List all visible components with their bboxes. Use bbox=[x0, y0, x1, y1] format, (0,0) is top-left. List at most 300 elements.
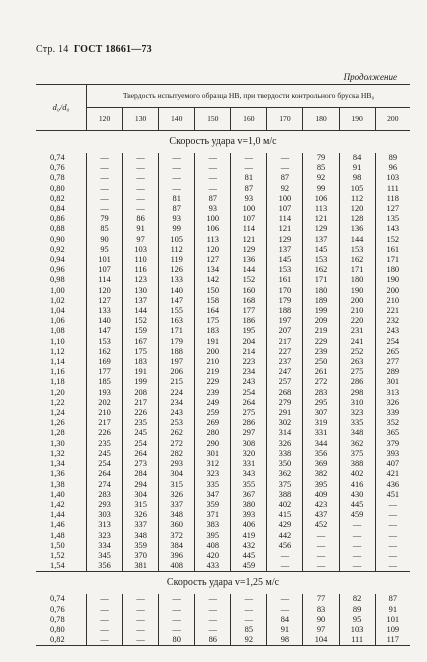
value-cell: — bbox=[87, 163, 123, 173]
value-cell: — bbox=[123, 163, 159, 173]
value-cell: 272 bbox=[159, 439, 195, 449]
value-cell: 419 bbox=[231, 531, 267, 541]
ratio-cell: 1,54 bbox=[36, 561, 87, 572]
value-cell: 191 bbox=[195, 337, 231, 347]
value-cell: 199 bbox=[303, 306, 339, 316]
value-cell: 359 bbox=[123, 541, 159, 551]
value-cell: 421 bbox=[375, 469, 410, 479]
value-cell: 221 bbox=[375, 306, 410, 316]
value-cell: 280 bbox=[195, 428, 231, 438]
value-cell: 127 bbox=[195, 255, 231, 265]
value-cell: 219 bbox=[195, 367, 231, 377]
table-row bbox=[36, 490, 410, 500]
value-cell: 183 bbox=[123, 357, 159, 367]
value-cell: 383 bbox=[195, 520, 231, 530]
table-row bbox=[36, 408, 410, 418]
table-head bbox=[36, 85, 410, 131]
value-cell: 320 bbox=[231, 449, 267, 459]
value-cell: 147 bbox=[159, 296, 195, 306]
value-cell: 80 bbox=[159, 635, 195, 646]
table-row bbox=[36, 245, 410, 255]
value-cell: 304 bbox=[123, 490, 159, 500]
value-cell: 243 bbox=[159, 408, 195, 418]
value-cell: 254 bbox=[87, 459, 123, 469]
value-cell: — bbox=[339, 551, 375, 561]
value-cell: 362 bbox=[267, 469, 303, 479]
table-row bbox=[36, 275, 410, 285]
value-cell: 243 bbox=[231, 377, 267, 387]
value-cell: 130 bbox=[123, 286, 159, 296]
table-row bbox=[36, 224, 410, 234]
value-cell: 197 bbox=[159, 357, 195, 367]
value-cell: 171 bbox=[159, 326, 195, 336]
value-cell: 208 bbox=[123, 388, 159, 398]
value-cell: 98 bbox=[267, 635, 303, 646]
value-cell: 408 bbox=[159, 561, 195, 572]
ratio-cell: 0,80 bbox=[50, 183, 65, 193]
value-cell: 87 bbox=[375, 594, 410, 604]
value-cell: 235 bbox=[87, 439, 123, 449]
ratio-cell: 1,02 bbox=[50, 295, 65, 305]
value-cell: 128 bbox=[339, 214, 375, 224]
value-cell: 262 bbox=[159, 428, 195, 438]
table-row bbox=[36, 377, 410, 387]
ratio-cell: 0,84 bbox=[50, 204, 65, 214]
value-cell: 226 bbox=[87, 428, 123, 438]
value-cell: 375 bbox=[267, 480, 303, 490]
table-row bbox=[36, 459, 410, 469]
value-cell: 107 bbox=[267, 204, 303, 214]
value-cell: 264 bbox=[87, 469, 123, 479]
value-cell: 423 bbox=[303, 500, 339, 510]
value-cell: 105 bbox=[159, 235, 195, 245]
value-cell: — bbox=[159, 615, 195, 625]
value-cell: 206 bbox=[159, 367, 195, 377]
value-cell: — bbox=[195, 615, 231, 625]
value-cell: — bbox=[195, 594, 231, 604]
value-cell: 152 bbox=[231, 275, 267, 285]
value-cell: 140 bbox=[159, 286, 195, 296]
ratio-cell: 1,52 bbox=[50, 550, 65, 560]
value-cell: 214 bbox=[231, 347, 267, 357]
table-row bbox=[36, 449, 410, 459]
value-cell: 396 bbox=[159, 551, 195, 561]
value-cell: 269 bbox=[195, 418, 231, 428]
value-cell: 91 bbox=[123, 224, 159, 234]
ratio-cell: 0,74 bbox=[50, 153, 65, 162]
value-cell: 123 bbox=[123, 275, 159, 285]
table-row bbox=[36, 398, 410, 408]
value-cell: 111 bbox=[375, 184, 410, 194]
value-cell: — bbox=[195, 605, 231, 615]
value-cell: — bbox=[87, 204, 123, 214]
ratio-cell: 0,90 bbox=[50, 234, 65, 244]
value-cell: 114 bbox=[87, 275, 123, 285]
value-cell: 307 bbox=[303, 408, 339, 418]
value-cell: 452 bbox=[303, 520, 339, 530]
table-row bbox=[36, 615, 410, 625]
value-cell: 202 bbox=[87, 398, 123, 408]
value-cell: 223 bbox=[231, 357, 267, 367]
value-cell: 171 bbox=[339, 265, 375, 275]
value-cell: 200 bbox=[375, 286, 410, 296]
value-cell: 160 bbox=[231, 286, 267, 296]
value-cell: — bbox=[159, 184, 195, 194]
value-cell: 298 bbox=[339, 388, 375, 398]
ratio-header: d₀/d₀ bbox=[36, 85, 87, 131]
value-cell: 239 bbox=[303, 347, 339, 357]
column-header-row bbox=[36, 108, 410, 131]
ratio-cell: 0,78 bbox=[50, 614, 65, 624]
ratio-cell: 1,48 bbox=[50, 530, 65, 540]
section-2 bbox=[36, 572, 410, 646]
value-cell: 84 bbox=[267, 615, 303, 625]
value-cell: 338 bbox=[267, 449, 303, 459]
value-cell: 98 bbox=[339, 173, 375, 183]
table-row bbox=[36, 286, 410, 296]
ratio-cell: 1,24 bbox=[50, 408, 65, 418]
value-cell: 215 bbox=[159, 377, 195, 387]
value-cell: 92 bbox=[231, 635, 267, 646]
value-cell: 101 bbox=[87, 255, 123, 265]
value-cell: 295 bbox=[303, 398, 339, 408]
value-cell: 273 bbox=[123, 459, 159, 469]
value-cell: 337 bbox=[123, 520, 159, 530]
value-cell: — bbox=[375, 551, 410, 561]
value-cell: 171 bbox=[375, 255, 410, 265]
table-row bbox=[36, 428, 410, 438]
table-row bbox=[36, 184, 410, 194]
value-cell: 99 bbox=[159, 224, 195, 234]
value-cell: — bbox=[267, 163, 303, 173]
value-cell: — bbox=[303, 561, 339, 572]
standard-code: ГОСТ 18661—73 bbox=[73, 44, 152, 55]
group-header: Твердость испытуемого образца HB, при твердости контрольного бруска HB₀ bbox=[87, 85, 411, 108]
value-cell: 169 bbox=[87, 357, 123, 367]
table-row bbox=[36, 337, 410, 347]
value-cell: 186 bbox=[231, 316, 267, 326]
ratio-cell: 0,76 bbox=[50, 604, 65, 614]
value-cell: — bbox=[231, 153, 267, 163]
value-cell: 312 bbox=[195, 459, 231, 469]
value-cell: — bbox=[231, 605, 267, 615]
value-cell: — bbox=[195, 153, 231, 163]
value-cell: 224 bbox=[159, 388, 195, 398]
value-cell: 106 bbox=[303, 194, 339, 204]
value-cell: 395 bbox=[303, 480, 339, 490]
value-cell: — bbox=[375, 561, 410, 572]
value-cell: 153 bbox=[339, 245, 375, 255]
value-cell: — bbox=[339, 541, 375, 551]
value-cell: 381 bbox=[123, 561, 159, 572]
value-cell: 175 bbox=[123, 347, 159, 357]
table-row bbox=[36, 541, 410, 551]
ratio-cell: 1,50 bbox=[50, 540, 65, 550]
value-cell: 85 bbox=[87, 224, 123, 234]
value-cell: 179 bbox=[159, 337, 195, 347]
value-cell: — bbox=[159, 594, 195, 604]
value-cell: 81 bbox=[159, 194, 195, 204]
ratio-cell: 1,10 bbox=[50, 336, 65, 346]
value-cell: 279 bbox=[267, 398, 303, 408]
value-cell: 177 bbox=[231, 306, 267, 316]
value-cell: — bbox=[159, 625, 195, 635]
value-cell: 254 bbox=[375, 337, 410, 347]
value-cell: 87 bbox=[267, 173, 303, 183]
ratio-cell: 0,74 bbox=[50, 594, 65, 604]
value-cell: 133 bbox=[87, 306, 123, 316]
table-row bbox=[36, 439, 410, 449]
value-cell: 319 bbox=[303, 418, 339, 428]
value-cell: 136 bbox=[339, 224, 375, 234]
table-row bbox=[36, 347, 410, 357]
column-header: 200 bbox=[375, 108, 410, 131]
value-cell: 293 bbox=[87, 500, 123, 510]
table-row bbox=[36, 235, 410, 245]
value-cell: 337 bbox=[159, 500, 195, 510]
value-cell: 291 bbox=[267, 408, 303, 418]
value-cell: 226 bbox=[123, 408, 159, 418]
value-cell: 96 bbox=[375, 163, 410, 173]
table-row bbox=[36, 531, 410, 541]
value-cell: 164 bbox=[195, 306, 231, 316]
table-row bbox=[36, 605, 410, 615]
value-cell: 348 bbox=[339, 428, 375, 438]
table-row bbox=[36, 265, 410, 275]
column-header: 140 bbox=[159, 108, 195, 131]
value-cell: 117 bbox=[375, 635, 410, 646]
value-cell: 121 bbox=[303, 214, 339, 224]
column-header: 150 bbox=[195, 108, 231, 131]
value-cell: 239 bbox=[195, 388, 231, 398]
table-row bbox=[36, 418, 410, 428]
value-cell: 82 bbox=[339, 594, 375, 604]
value-cell: 217 bbox=[267, 337, 303, 347]
value-cell: 204 bbox=[231, 337, 267, 347]
value-cell: 147 bbox=[87, 326, 123, 336]
value-cell: 277 bbox=[375, 357, 410, 367]
ratio-cell: 1,44 bbox=[50, 510, 65, 520]
value-cell: — bbox=[267, 605, 303, 615]
value-cell: 101 bbox=[375, 615, 410, 625]
value-cell: — bbox=[303, 531, 339, 541]
value-cell: 350 bbox=[267, 459, 303, 469]
value-cell: 243 bbox=[375, 326, 410, 336]
value-cell: 445 bbox=[231, 551, 267, 561]
value-cell: 93 bbox=[231, 194, 267, 204]
value-cell: 175 bbox=[195, 316, 231, 326]
value-cell: 126 bbox=[159, 265, 195, 275]
value-cell: — bbox=[375, 510, 410, 520]
value-cell: 95 bbox=[339, 615, 375, 625]
value-cell: 99 bbox=[303, 184, 339, 194]
value-cell: 323 bbox=[87, 531, 123, 541]
value-cell: 348 bbox=[123, 531, 159, 541]
table-row bbox=[36, 469, 410, 479]
hardness-table bbox=[36, 84, 410, 646]
value-cell: 113 bbox=[195, 235, 231, 245]
value-cell: 121 bbox=[267, 224, 303, 234]
table-row bbox=[36, 625, 410, 635]
value-cell: 161 bbox=[267, 275, 303, 285]
value-cell: 231 bbox=[339, 326, 375, 336]
value-cell: 432 bbox=[231, 541, 267, 551]
ratio-cell: 0,78 bbox=[50, 173, 65, 183]
value-cell: 140 bbox=[87, 316, 123, 326]
ratio-cell: 0,76 bbox=[50, 163, 65, 173]
value-cell: 152 bbox=[123, 316, 159, 326]
value-cell: 167 bbox=[123, 337, 159, 347]
value-cell: 85 bbox=[231, 625, 267, 635]
ratio-cell: 0,94 bbox=[50, 255, 65, 265]
value-cell: — bbox=[123, 615, 159, 625]
value-cell: 103 bbox=[123, 245, 159, 255]
value-cell: 356 bbox=[303, 449, 339, 459]
value-cell: 135 bbox=[375, 214, 410, 224]
value-cell: 416 bbox=[339, 480, 375, 490]
ratio-cell: 0,80 bbox=[50, 624, 65, 634]
value-cell: 442 bbox=[267, 531, 303, 541]
value-cell: 234 bbox=[159, 398, 195, 408]
table-row bbox=[36, 635, 410, 646]
value-cell: — bbox=[123, 153, 159, 163]
value-cell: 153 bbox=[267, 265, 303, 275]
value-cell: 433 bbox=[195, 561, 231, 572]
value-cell: 120 bbox=[87, 286, 123, 296]
value-cell: 294 bbox=[123, 480, 159, 490]
value-cell: 356 bbox=[87, 561, 123, 572]
value-cell: 129 bbox=[231, 245, 267, 255]
value-cell: 162 bbox=[339, 255, 375, 265]
table-row bbox=[36, 153, 410, 163]
value-cell: — bbox=[303, 541, 339, 551]
value-cell: — bbox=[123, 605, 159, 615]
ratio-cell: 0,86 bbox=[50, 214, 65, 224]
value-cell: 114 bbox=[267, 214, 303, 224]
value-cell: 209 bbox=[303, 316, 339, 326]
value-cell: 314 bbox=[267, 428, 303, 438]
column-header: 120 bbox=[87, 108, 123, 131]
table-row bbox=[36, 214, 410, 224]
table-row bbox=[36, 480, 410, 490]
value-cell: 163 bbox=[159, 316, 195, 326]
value-cell: — bbox=[123, 635, 159, 646]
value-cell: 409 bbox=[303, 490, 339, 500]
value-cell: 430 bbox=[339, 490, 375, 500]
value-cell: 348 bbox=[159, 510, 195, 520]
table-row bbox=[36, 388, 410, 398]
value-cell: 429 bbox=[267, 520, 303, 530]
value-cell: 265 bbox=[375, 347, 410, 357]
value-cell: 289 bbox=[375, 367, 410, 377]
table-row bbox=[36, 255, 410, 265]
value-cell: 382 bbox=[303, 469, 339, 479]
continuation-label: Продолжение bbox=[343, 72, 397, 82]
table-row bbox=[36, 163, 410, 173]
ratio-cell: 1,12 bbox=[50, 346, 65, 356]
value-cell: 118 bbox=[375, 194, 410, 204]
value-cell: 303 bbox=[87, 510, 123, 520]
ratio-cell: 1,06 bbox=[50, 316, 65, 326]
value-cell: 185 bbox=[87, 377, 123, 387]
value-cell: 100 bbox=[267, 194, 303, 204]
value-cell: 162 bbox=[87, 347, 123, 357]
value-cell: — bbox=[303, 551, 339, 561]
page-number: Стр. 14 bbox=[36, 44, 69, 55]
value-cell: 180 bbox=[375, 265, 410, 275]
value-cell: 106 bbox=[195, 224, 231, 234]
value-cell: 290 bbox=[195, 439, 231, 449]
ratio-cell: 1,26 bbox=[50, 418, 65, 428]
table-row bbox=[36, 306, 410, 316]
value-cell: — bbox=[375, 520, 410, 530]
value-cell: 253 bbox=[159, 418, 195, 428]
value-cell: 384 bbox=[159, 541, 195, 551]
value-cell: — bbox=[87, 173, 123, 183]
value-cell: 195 bbox=[231, 326, 267, 336]
value-cell: 282 bbox=[159, 449, 195, 459]
value-cell: 113 bbox=[303, 204, 339, 214]
value-cell: — bbox=[267, 561, 303, 572]
value-cell: 408 bbox=[195, 541, 231, 551]
value-cell: 210 bbox=[339, 306, 375, 316]
value-cell: — bbox=[87, 184, 123, 194]
table-row bbox=[36, 551, 410, 561]
value-cell: 326 bbox=[375, 398, 410, 408]
value-cell: — bbox=[339, 520, 375, 530]
ratio-cell: 1,32 bbox=[50, 448, 65, 458]
value-cell: 179 bbox=[267, 296, 303, 306]
value-cell: 331 bbox=[303, 428, 339, 438]
value-cell: 313 bbox=[87, 520, 123, 530]
value-cell: — bbox=[375, 500, 410, 510]
value-cell: 170 bbox=[267, 286, 303, 296]
value-cell: — bbox=[123, 625, 159, 635]
value-cell: 402 bbox=[267, 500, 303, 510]
value-cell: 100 bbox=[231, 204, 267, 214]
value-cell: 369 bbox=[303, 459, 339, 469]
value-cell: 286 bbox=[339, 377, 375, 387]
value-cell: 264 bbox=[123, 449, 159, 459]
table-row bbox=[36, 500, 410, 510]
value-cell: 313 bbox=[375, 388, 410, 398]
value-cell: 92 bbox=[303, 173, 339, 183]
value-cell: 89 bbox=[339, 605, 375, 615]
value-cell: 200 bbox=[339, 296, 375, 306]
value-cell: 367 bbox=[231, 490, 267, 500]
value-cell: — bbox=[267, 594, 303, 604]
value-cell: 420 bbox=[195, 551, 231, 561]
value-cell: 190 bbox=[375, 275, 410, 285]
value-cell: 237 bbox=[267, 357, 303, 367]
ratio-cell: 1,28 bbox=[50, 428, 65, 438]
value-cell: 393 bbox=[231, 510, 267, 520]
value-cell: — bbox=[159, 163, 195, 173]
table-row bbox=[36, 296, 410, 306]
ratio-cell: 1,46 bbox=[50, 520, 65, 530]
value-cell: 297 bbox=[231, 428, 267, 438]
ratio-cell: 1,16 bbox=[50, 367, 65, 377]
value-cell: 308 bbox=[231, 439, 267, 449]
value-cell: 283 bbox=[303, 388, 339, 398]
value-cell: 93 bbox=[195, 204, 231, 214]
value-cell: 110 bbox=[123, 255, 159, 265]
value-cell: — bbox=[231, 163, 267, 173]
value-cell: 293 bbox=[159, 459, 195, 469]
value-cell: 301 bbox=[375, 377, 410, 387]
value-cell: 105 bbox=[339, 184, 375, 194]
value-cell: 171 bbox=[303, 275, 339, 285]
